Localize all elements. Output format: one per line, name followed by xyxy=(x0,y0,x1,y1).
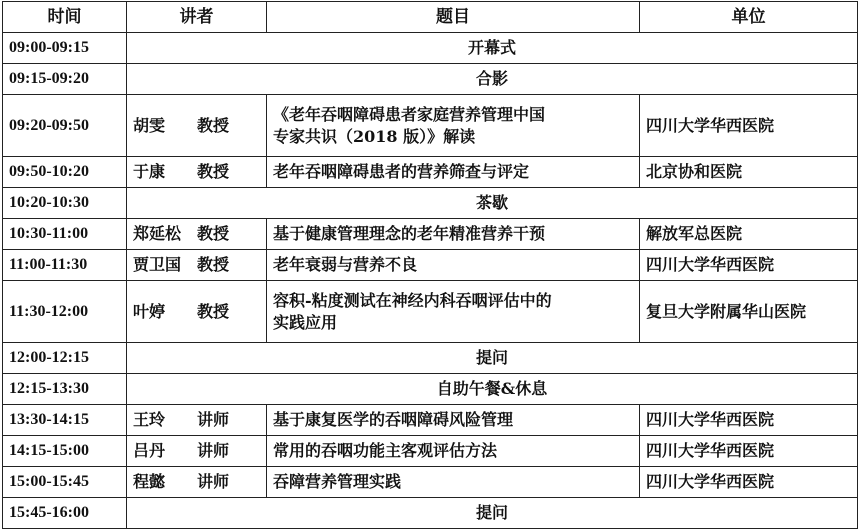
unit-cell: 北京协和医院 xyxy=(640,157,858,188)
topic-cell: 老年衰弱与营养不良 xyxy=(267,250,640,281)
topic-line: 专家共识（2018 版）》解读 xyxy=(273,126,476,146)
time-cell: 12:15-13:30 xyxy=(3,374,127,405)
table-row xyxy=(3,498,858,529)
time-cell: 09:20-09:50 xyxy=(3,95,127,157)
time-cell: 09:15-09:20 xyxy=(3,64,127,95)
header-time: 时间 xyxy=(3,2,127,33)
speaker-role: 教授 xyxy=(197,301,230,321)
time-cell: 15:45-16:00 xyxy=(3,498,127,529)
time-cell: 12:00-12:15 xyxy=(3,343,127,374)
topic-cell xyxy=(267,281,640,343)
speaker-cell xyxy=(127,250,267,281)
speaker-role: 讲师 xyxy=(197,441,230,460)
unit-cell: 四川大学华西医院 xyxy=(640,467,858,498)
table-row xyxy=(3,33,858,64)
header-topic: 题目 xyxy=(267,2,640,33)
table-row xyxy=(3,157,858,188)
speaker-role: 教授 xyxy=(197,224,230,243)
time-cell: 11:30-12:00 xyxy=(3,281,127,343)
speaker-cell xyxy=(127,281,267,343)
topic-line: 容积-粘度测试在神经内科吞咽评估中的 xyxy=(273,290,552,310)
table-row xyxy=(3,343,858,374)
speaker-cell xyxy=(127,405,267,436)
unit-cell: 四川大学华西医院 xyxy=(640,250,858,281)
speaker-name: 叶婷 xyxy=(133,301,166,321)
time-cell: 10:30-11:00 xyxy=(3,219,127,250)
session-cell: 开幕式 xyxy=(127,33,858,64)
topic-line: 《老年吞咽障碍患者家庭营养管理中国 xyxy=(273,104,546,124)
table-row xyxy=(3,436,858,467)
table-row xyxy=(3,219,858,250)
topic-cell xyxy=(267,95,640,157)
speaker-cell xyxy=(127,157,267,188)
table-row xyxy=(3,95,858,157)
speaker-cell xyxy=(127,467,267,498)
table-row xyxy=(3,281,858,343)
topic-cell: 常用的吞咽功能主客观评估方法 xyxy=(267,436,640,467)
table-row xyxy=(3,467,858,498)
header-row xyxy=(3,2,858,33)
speaker-name: 吕丹 xyxy=(133,441,166,460)
time-cell: 11:00-11:30 xyxy=(3,250,127,281)
session-cell: 提问 xyxy=(127,343,858,374)
topic-cell: 基于健康管理理念的老年精准营养干预 xyxy=(267,219,640,250)
table-row xyxy=(3,64,858,95)
topic-cell: 吞障营养管理实践 xyxy=(267,467,640,498)
speaker-name: 王玲 xyxy=(133,410,166,429)
speaker-cell xyxy=(127,95,267,157)
time-cell: 09:00-09:15 xyxy=(3,33,127,64)
table-row xyxy=(3,374,858,405)
header-speaker: 讲者 xyxy=(127,2,267,33)
time-cell: 14:15-15:00 xyxy=(3,436,127,467)
table-row xyxy=(3,250,858,281)
session-cell: 提问 xyxy=(127,498,858,529)
speaker-role: 教授 xyxy=(197,255,230,274)
time-cell: 09:50-10:20 xyxy=(3,157,127,188)
unit-cell: 四川大学华西医院 xyxy=(640,405,858,436)
session-cell: 自助午餐&休息 xyxy=(127,374,858,405)
unit-cell: 复旦大学附属华山医院 xyxy=(640,281,858,343)
speaker-name: 程懿 xyxy=(133,472,166,491)
speaker-name: 郑延松 xyxy=(133,224,182,243)
speaker-cell xyxy=(127,219,267,250)
topic-line: 实践应用 xyxy=(273,312,338,332)
speaker-name: 贾卫国 xyxy=(133,255,182,274)
header-unit: 单位 xyxy=(640,2,858,33)
schedule-table xyxy=(2,1,858,529)
unit-cell: 四川大学华西医院 xyxy=(640,436,858,467)
speaker-name: 于康 xyxy=(133,162,166,181)
unit-cell: 四川大学华西医院 xyxy=(640,95,858,157)
table-row xyxy=(3,188,858,219)
speaker-role: 讲师 xyxy=(197,410,230,429)
topic-cell: 基于康复医学的吞咽障碍风险管理 xyxy=(267,405,640,436)
topic-cell: 老年吞咽障碍患者的营养筛查与评定 xyxy=(267,157,640,188)
speaker-role: 教授 xyxy=(197,115,230,135)
time-cell: 13:30-14:15 xyxy=(3,405,127,436)
time-cell: 10:20-10:30 xyxy=(3,188,127,219)
speaker-role: 教授 xyxy=(197,162,230,181)
session-cell: 合影 xyxy=(127,64,858,95)
speaker-role: 讲师 xyxy=(197,472,230,491)
speaker-name: 胡雯 xyxy=(133,115,166,135)
speaker-cell xyxy=(127,436,267,467)
session-cell: 茶歇 xyxy=(127,188,858,219)
unit-cell: 解放军总医院 xyxy=(640,219,858,250)
time-cell: 15:00-15:45 xyxy=(3,467,127,498)
table-row xyxy=(3,405,858,436)
